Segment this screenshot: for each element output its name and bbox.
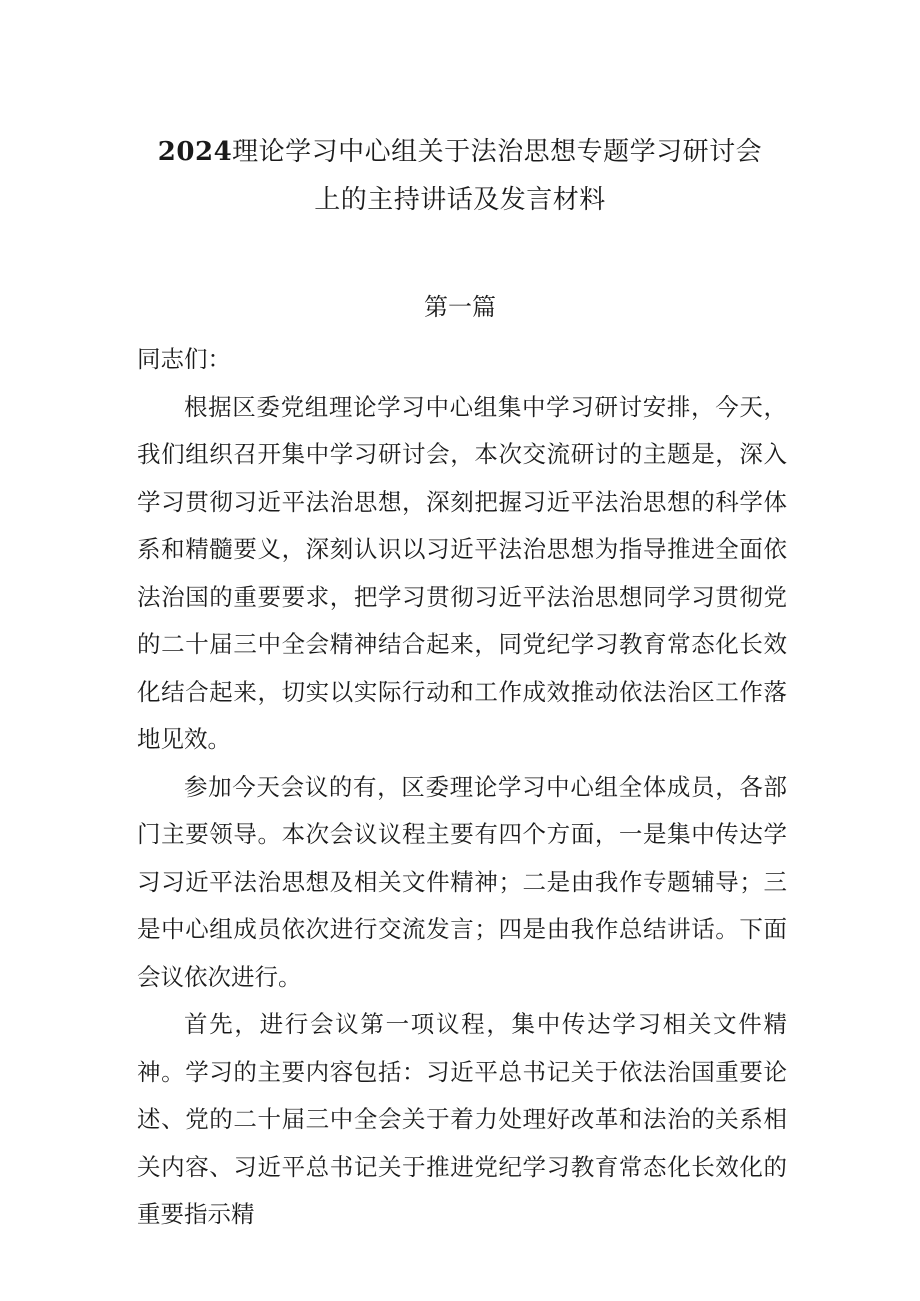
paragraph-1: 根据区委党组理论学习中心组集中学习研讨安排，今天，我们组织召开集中学习研讨会，本次交流研讨的主题是，深入学习贯彻习近平法治思想，深刻把握习近平法治思想的科学体系和精髓要义，深刻认识以习近平法治思想为指导推进全面依法治国的重要要求，把学习贯彻习近平法治思想同学习贯彻党的二十届三中全会精神结合起来，同党纪学习教育常态化长效化结合起来，切实以实际行动和工作成效推动依法治区工作落地见效。 <box>137 392 787 753</box>
document-body <box>137 336 787 1239</box>
section-heading: 第一篇 <box>424 293 496 321</box>
paragraph-2: 参加今天会议的有，区委理论学习中心组全体成员，各部门主要领导。本次会议议程主要有四个方面，一是集中传达学习习近平法治思想及相关文件精神；二是由我作专题辅导；三是中心组成员依次进行交流发言；四是由我作总结讲话。下面会议依次进行。 <box>137 772 787 991</box>
title-year: 2024 <box>157 137 233 167</box>
document-title <box>0 128 920 224</box>
title-line-2: 上的主持讲话及发言材料 <box>314 185 606 215</box>
greeting: 同志们： <box>137 345 231 373</box>
paragraph-3: 首先，进行会议第一项议程，集中传达学习相关文件精神。学习的主要内容包括：习近平总书记关于依法治国重要论述、党的二十届三中全会关于着力处理好改革和法治的关系相关内容、习近平总书记关于推进党纪学习教育常态化长效化的重要指示精 <box>137 1010 787 1228</box>
title-line-1 <box>0 128 920 176</box>
title-line-1-text: 理论学习中心组关于法治思想专题学习研讨会 <box>232 137 763 167</box>
